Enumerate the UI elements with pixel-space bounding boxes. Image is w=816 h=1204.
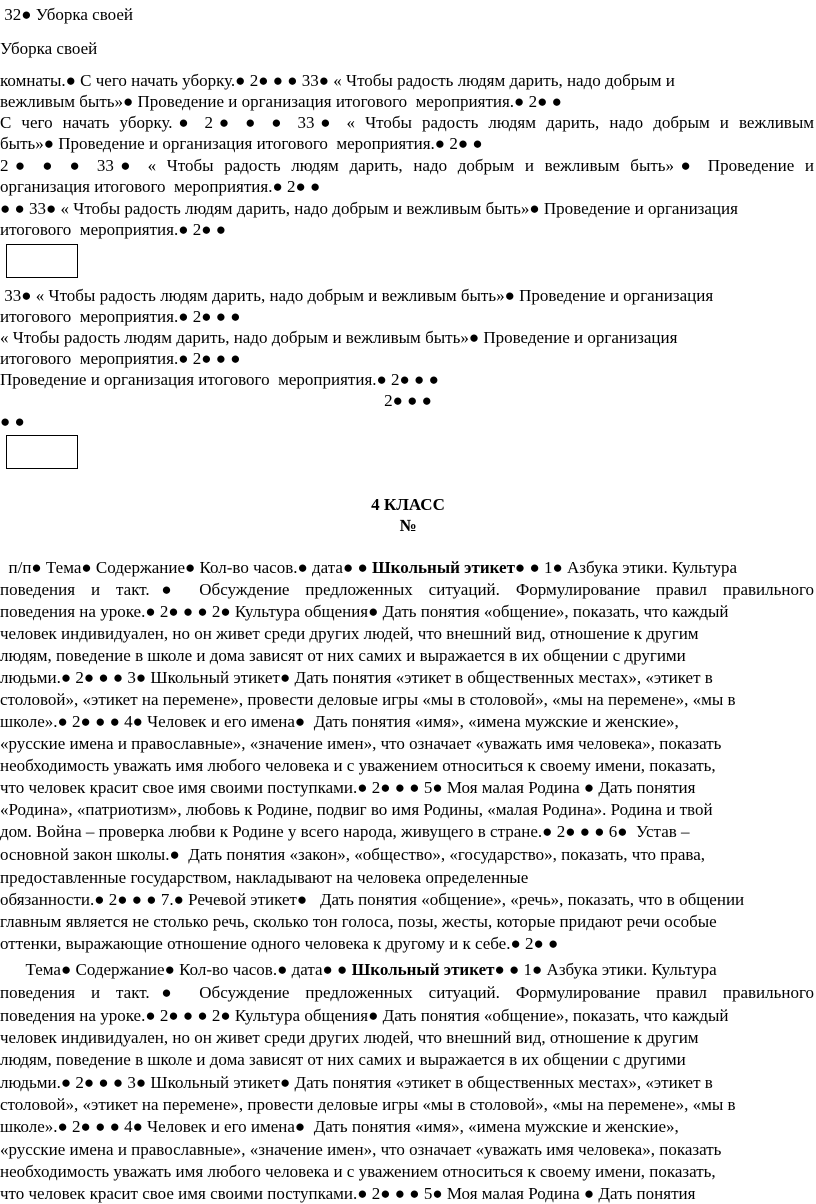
number-heading: № [399,516,417,535]
table-text-line: столовой», «этикет на перемене», провести деловые игры «мы в столовой», «мы на перемене», «мы в [0,1095,736,1114]
table-text-line: поведения на уроке.● 2● ● ● 2● Культура общения● Дать понятия «общение», показать, что каждый [0,602,729,621]
table-text-line: людьми.● 2● ● ● 3● Школьный этикет● Дать понятия «этикет в общественных местах», «этикет в [0,668,713,687]
table-text-line: «русские имена и православные», «значение имен», что означает «уважать имя человека», показать [0,734,722,753]
text-line: итогового мероприятия.● 2● ● ● [0,307,241,326]
text-line: 2● ● ● [384,391,432,410]
table-text-line: поведения и такт.● Обсуждение предложенных ситуаций. Формулирование правил правильного [0,983,814,1002]
text-line: 32● Уборка своей [0,5,133,24]
text-line: С чего начать уборку.● 2● ● ● 33● « Чтобы радость людям дарить, надо добрым и вежливым [0,113,814,132]
text-line: вежливым быть»● Проведение и организация итогового мероприятия.● 2● ● [0,92,562,111]
table-text-line: что человек красит свое имя своими поступками.● 2● ● ● 5● Моя малая Родина ● Дать понятия [0,1184,696,1203]
table-text-line: что человек красит свое имя своими поступками.● 2● ● ● 5● Моя малая Родина ● Дать понятия [0,778,696,797]
table-text-line: столовой», «этикет на перемене», провести деловые игры «мы в столовой», «мы на перемене», «мы в [0,690,736,709]
bold-section-title: Школьный этикет [372,558,515,577]
text-line: итогового мероприятия.● 2● ● ● [0,349,241,368]
text-line: ● ● 33● « Чтобы радость людям дарить, надо добрым и вежливым быть»● Проведение и организация [0,199,738,218]
text-line: ● ● [0,412,25,431]
table-text-line: предоставленные государством, накладывают на человека определенные [0,868,529,887]
table-text-line: главным является не столько речь, сколько тон голоса, позы, жесты, которые придают речи особые [0,912,717,931]
table-text-line: «Родина», «патриотизм», любовь к Родине, подвиг во имя Родины, «малая Родина». Родина и твой [0,800,713,819]
table-text-line: поведения и такт.● Обсуждение предложенных ситуаций. Формулирование правил правильного [0,580,814,599]
table-text-line [0,558,816,578]
text-line: быть»● Проведение и организация итогового мероприятия.● 2● ● [0,134,483,153]
table-text-line: людям, поведение в школе и дома зависят от них самих и выражается в их общении с другими [0,646,686,665]
text-line: организация итогового мероприятия.● 2● ● [0,177,321,196]
table-text-line: оттенки, выражающие отношение одного человека к другому и к себе.● 2● ● [0,934,559,953]
table-text-line: «русские имена и православные», «значение имен», что означает «уважать имя человека», показать [0,1140,722,1159]
empty-box [6,435,78,469]
table-text-line: дом. Война – проверка любви к Родине у всего народа, живущего в стране.● 2● ● ● 6● Устав – [0,822,690,841]
table-text-line: человек индивидуален, но он живет среди других людей, что внешний вид, отношение к другим [0,624,699,643]
text-line: Уборка своей [0,39,98,58]
text-line: 2● ● ● 33● « Чтобы радость людям дарить, надо добрым и вежливым быть»● Проведение и [0,156,814,175]
table-text-line: школе».● 2● ● ● 4● Человек и его имена● Дать понятия «имя», «имена мужские и женские», [0,1117,679,1136]
table-text-line: основной закон школы.● Дать понятия «закон», «общество», «государство», показать, что права, [0,845,706,864]
line-text: ● ● 1● Азбука этики. Культура [514,558,738,577]
table-text-line: школе».● 2● ● ● 4● Человек и его имена● Дать понятия «имя», «имена мужские и женские», [0,712,679,731]
table-text-line: человек индивидуален, но он живет среди других людей, что внешний вид, отношение к другим [0,1028,699,1047]
table-text-line [0,960,816,980]
line-text: п/п● Тема● Содержание● Кол-во часов.● дата● ● [0,558,372,577]
text-line: 33● « Чтобы радость людям дарить, надо добрым и вежливым быть»● Проведение и организация [0,286,714,305]
text-line: итогового мероприятия.● 2● ● [0,220,227,239]
table-text-line: людям, поведение в школе и дома зависят от них самих и выражается в их общении с другими [0,1050,686,1069]
bold-section-title: Школьный этикет [351,960,495,979]
text-line: Проведение и организация итогового мероприятия.● 2● ● ● [0,370,439,389]
text-line: « Чтобы радость людям дарить, надо добрым и вежливым быть»● Проведение и организация [0,328,678,347]
table-text-line: необходимость уважать имя любого человека и с уважением относиться к своему имени, показать, [0,756,716,775]
table-text-line: людьми.● 2● ● ● 3● Школьный этикет● Дать понятия «этикет в общественных местах», «этикет в [0,1073,713,1092]
line-text: ● ● 1● Азбука этики. Культура [494,960,717,979]
table-text-line: необходимость уважать имя любого человека и с уважением относиться к своему имени, показать, [0,1162,716,1181]
table-text-line: поведения на уроке.● 2● ● ● 2● Культура общения● Дать понятия «общение», показать, что каждый [0,1006,729,1025]
table-text-line: обязанности.● 2● ● ● 7.● Речевой этикет● Дать понятия «общение», «речь», показать, что в общении [0,890,745,909]
empty-box [6,244,78,278]
line-text: Тема● Содержание● Кол-во часов.● дата● ● [0,960,352,979]
grade-heading: 4 КЛАСС [371,495,445,514]
text-line: комнаты.● С чего начать уборку.● 2● ● ● 33● « Чтобы радость людям дарить, надо добрым и [0,71,675,90]
